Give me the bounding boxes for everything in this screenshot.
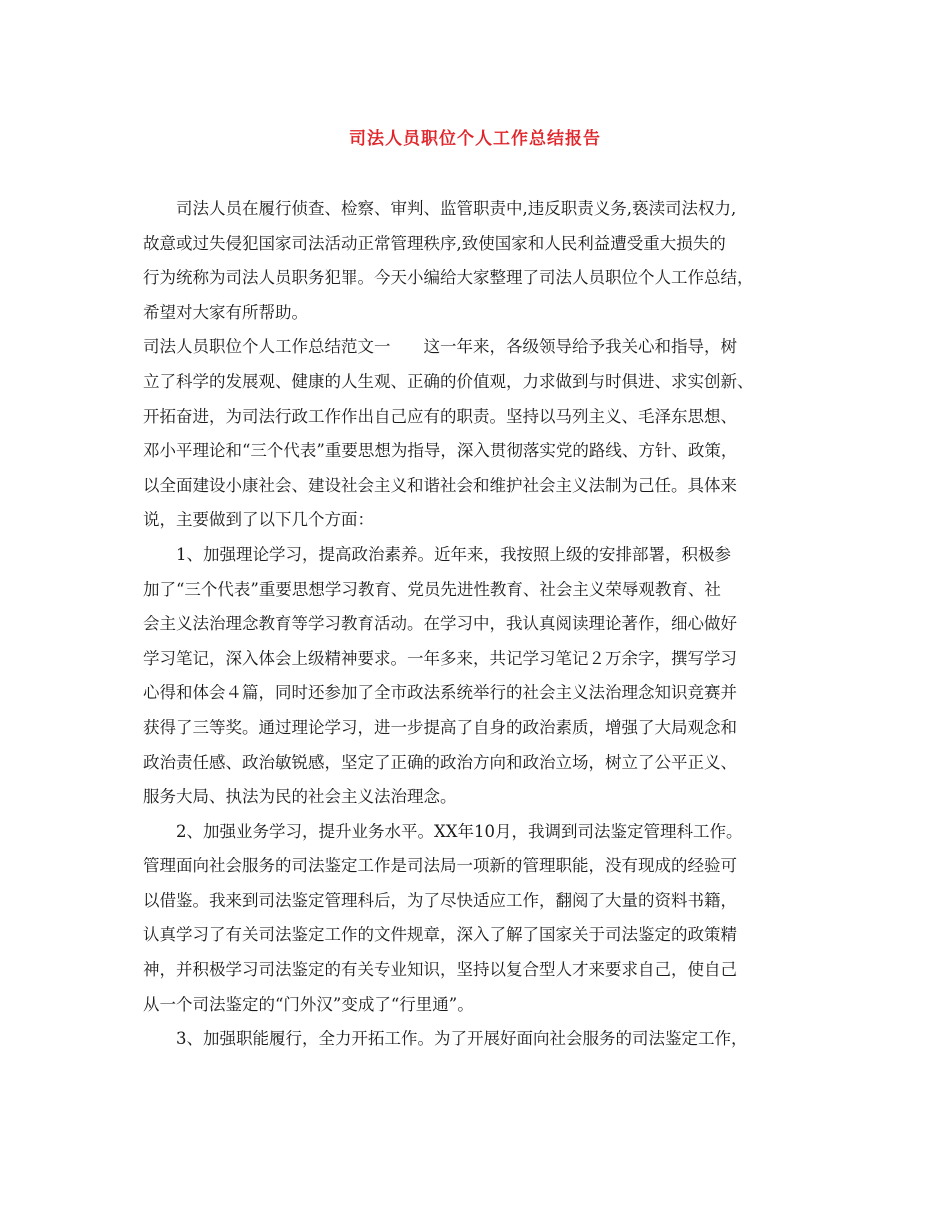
text-line: 管理面向社会服务的司法鉴定工作是司法局一项新的管理职能，没有现成的经验可 [143, 856, 737, 876]
text-line: 心得和体会４篇，同时还参加了全市政法系统举行的社会主义法治理念知识竞赛并 [143, 683, 737, 703]
text-line: 以借鉴。我来到司法鉴定管理科后，为了尽快适应工作，翻阅了大量的资料书籍， [143, 890, 737, 910]
text-line: 2、加强业务学习，提升业务水平。XX年10月，我调到司法鉴定管理科工作。 [176, 821, 743, 841]
document-body [143, 192, 818, 1057]
text-line: 会主义法治理念教育等学习教育活动。在学习中，我认真阅读理论著作，细心做好 [143, 614, 737, 634]
text-line: 希望对大家有所帮助。 [143, 302, 308, 322]
text-line: 认真学习了有关司法鉴定工作的文件规章，深入了解了国家关于司法鉴定的政策精 [143, 925, 737, 945]
text-line: 学习笔记，深入体会上级精神要求。一年多来，共记学习笔记２万余字，撰写学习 [143, 648, 737, 668]
text-line: 立了科学的发展观、健康的人生观、正确的价值观，力求做到与时俱进、求实创新、 [143, 371, 754, 391]
text-line: 从一个司法鉴定的“门外汉”变成了“行里通”。 [143, 994, 474, 1014]
text-line: 政治责任感、政治敏锐感，坚定了正确的政治方向和政治立场，树立了公平正义、 [143, 752, 737, 772]
text-line: 以全面建设小康社会、建设社会主义和谐社会和维护社会主义法制为己任。具体来 [143, 475, 737, 495]
text-line: 加了“三个代表”重要思想学习教育、党员先进性教育、社会主义荣辱观教育、社 [143, 579, 721, 599]
text-line: 获得了三等奖。通过理论学习，进一步提高了自身的政治素质，增强了大局观念和 [143, 717, 737, 737]
text-line: 1、加强理论学习，提高政治素养。近年来，我按照上级的安排部署，积极参 [176, 544, 731, 564]
text-line: 神，并积极学习司法鉴定的有关专业知识，坚持以复合型人才来要求自己，使自己 [143, 960, 737, 980]
text-line: 司法人员职位个人工作总结范文一 这一年来，各级领导给予我关心和指导，树 [143, 337, 737, 357]
text-line: 3、加强职能履行，全力开拓工作。为了开展好面向社会服务的司法鉴定工作， [176, 1029, 748, 1049]
document-title: 司法人员职位个人工作总结报告 [349, 129, 601, 149]
text-line: 行为统称为司法人员职务犯罪。今天小编给大家整理了司法人员职位个人工作总结， [143, 268, 754, 288]
text-line: 说，主要做到了以下几个方面： [143, 510, 374, 530]
text-line: 服务大局、执法为民的社会主义法治理念。 [143, 787, 457, 807]
text-line: 开拓奋进，为司法行政工作作出自己应有的职责。坚持以马列主义、毛泽东思想、 [143, 406, 737, 426]
text-line: 故意或过失侵犯国家司法活动正常管理秩序,致使国家和人民利益遭受重大损失的 [143, 233, 726, 253]
text-line: 邓小平理论和“三个代表”重要思想为指导，深入贯彻落实党的路线、方针、政策， [143, 441, 738, 461]
text-line: 司法人员在履行侦查、检察、审判、监管职责中,违反职责义务,亵渎司法权力, [176, 199, 737, 218]
